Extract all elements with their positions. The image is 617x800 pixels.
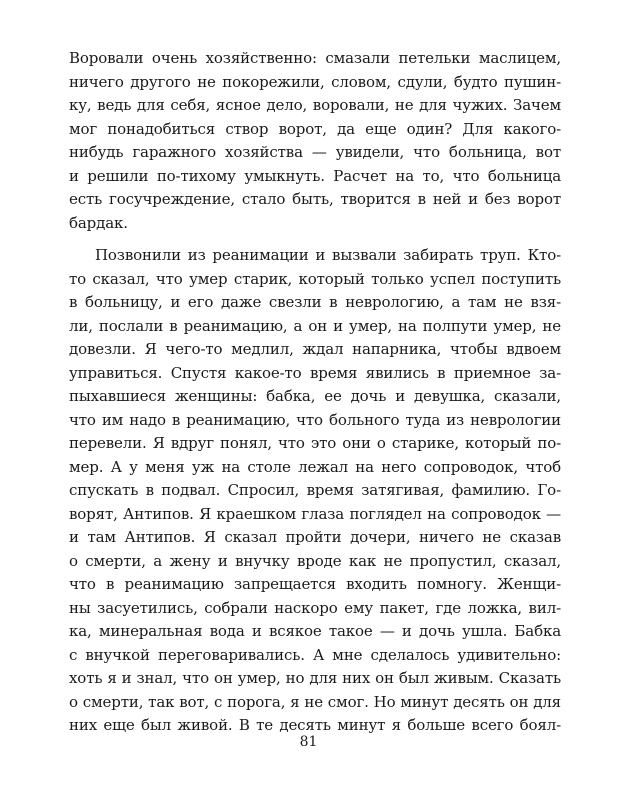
text-line: ничего другого не покорежили, словом, сдули, будто пушин- [69,72,561,91]
text-line: нибудь гаражного хозяйства — увидели, что больница, вот [69,143,561,161]
text-line: ворят, Антипов. Я краешком глаза поглядел на сопроводок — [69,504,561,523]
text-line: них еще был живой. В те десять минут я больше всего боял- [69,716,561,734]
text-line: в больницу, и его даже свезли в неврологию, а там не взя- [69,293,561,311]
text-line: управиться. Спустя какое-то время явились в приемное за- [69,363,561,382]
text-line: ку, ведь для себя, ясное дело, воровали, не для чужих. Зачем [69,96,561,114]
text-line: о смерти, а жену и внучку вроде как не пропустил, сказал, [69,551,561,570]
text-line: хоть я и знал, что он умер, но для них он был живым. Сказать [69,669,561,687]
paragraph-1 [69,47,561,235]
text-line: перевели. Я вдруг понял, что это они о старике, который по- [69,434,561,452]
text-line: Позвонили из реанимации и вызвали забирать труп. Кто- [95,246,561,264]
text-line: что в реанимацию запрещается входить помногу. Женщи- [69,575,561,593]
text-line: то сказал, что умер старик, который только успел поступить [69,269,561,288]
text-line: и решили по-тихому умыкнуть. Расчет на то, что больница [69,166,561,185]
text-line: и там Антипов. Я сказал пройти дочери, ничего не сказав [69,528,561,546]
text-line: мер. А у меня уж на столе лежал на него сопроводок, чтоб [69,457,561,476]
paragraph-2 [69,244,561,738]
text-line: ка, минеральная вода и всякое такое — и дочь ушла. Бабка [69,622,561,640]
text-line: с внучкой переговаривались. А мне сделалось удивительно: [69,645,561,664]
text-line: ли, послали в реанимацию, а он и умер, на полпути умер, не [69,316,561,335]
text-line: ны засуетились, собрали наскоро ему пакет, где ложка, вил- [69,598,561,617]
text-line: пыхавшиеся женщины: бабка, ее дочь и девушка, сказали, [69,387,561,405]
text-line: довезли. Я чего-то медлил, ждал напарника, чтобы вдвоем [69,340,561,358]
text-line: мог понадобиться створ ворот, да еще один? Для какого- [69,119,561,138]
text-line: о смерти, так вот, с порога, я не смог. Но минут десять он для [69,692,561,711]
text-line: бардак. [69,213,128,232]
text-line: что им надо в реанимацию, что больного туда из неврологии [69,410,561,429]
text-line: есть госучреждение, стало быть, творится в ней и без ворот [69,190,561,208]
text-line: спускать в подвал. Спросил, время затягивая, фамилию. Го- [69,481,561,499]
page-number: 81 [299,734,318,750]
text-line: Воровали очень хозяйственно: смазали петельки маслицем, [69,49,561,67]
